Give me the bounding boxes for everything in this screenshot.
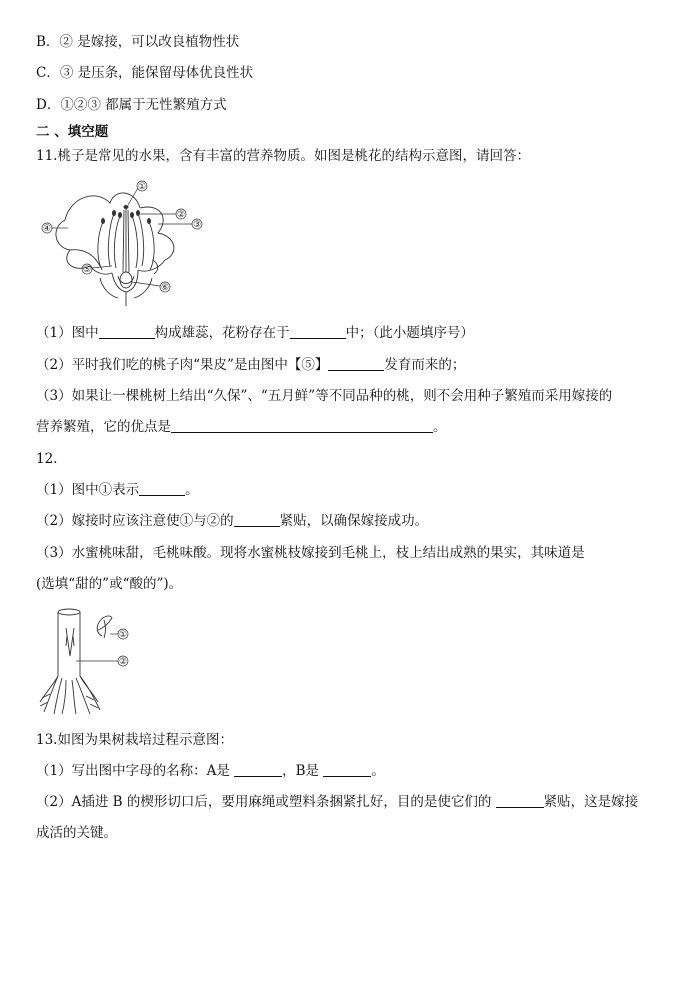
q12-part2-a: （2）嫁接时应该注意使①与②的 — [36, 513, 234, 529]
q11-part2-a: （2）平时我们吃的桃子肉“果皮”是由图中【⑤】 — [36, 357, 329, 373]
q11-blank-4[interactable] — [171, 418, 433, 433]
q12-part1 — [36, 480, 199, 500]
flower-label-2: ② — [176, 210, 186, 220]
flower-label-4: ④ — [42, 224, 52, 234]
q12-part2-b: 紧贴，以确保嫁接成功。 — [279, 513, 429, 529]
q11-part3-line2 — [36, 417, 447, 437]
flower-label-1: ① — [137, 182, 147, 192]
q11-part1 — [36, 323, 474, 343]
grafting-figure — [36, 606, 146, 716]
q12-blank-1[interactable] — [139, 481, 185, 496]
q13-part2-line2: 成活的关键。 — [36, 825, 117, 841]
q13-part1-c: 。 — [371, 763, 385, 779]
flower-label-5: ⑤ — [82, 265, 92, 275]
option-d: D．①②③ 都属于无性繁殖方式 — [36, 97, 227, 113]
q11-part1-b: 构成雄蕊，花粉存在于 — [154, 325, 290, 341]
q12-part3-line2: (选填“甜的”或“酸的”)。 — [36, 576, 183, 592]
q12-part1-b: 。 — [185, 482, 199, 498]
q13-part2-b: 紧贴，这是嫁接 — [543, 794, 639, 810]
q13-blank-2[interactable] — [323, 762, 371, 777]
q12-part3-line1: （3）水蜜桃味甜，毛桃味酸。现将水蜜桃枝嫁接到毛桃上，枝上结出成熟的果实，其味道是 — [36, 545, 585, 561]
q13-part2-a: （2）A插进 B 的楔形切口后，要用麻绳或塑料条捆紧扎好，目的是使它们的 — [36, 794, 492, 810]
q11-part3-line1: （3）如果让一棵桃树上结出“久保”、“五月鲜”等不同品种的桃，则不会用种子繁殖而采用嫁接的 — [36, 388, 613, 404]
q11-stem: 11.桃子是常见的水果，含有丰富的营养物质。如图是桃花的结构示意图，请回答： — [36, 148, 530, 164]
graft-label-2: ② — [118, 657, 128, 667]
q12-blank-2[interactable] — [234, 512, 280, 527]
q11-blank-2[interactable] — [290, 324, 346, 339]
q12-number: 12. — [36, 451, 58, 467]
q11-part1-a: （1）图中 — [36, 325, 99, 341]
q13-part1-b: ，B是 — [282, 763, 320, 779]
q13-blank-1[interactable] — [234, 762, 282, 777]
q11-part2-b: 发育而来的； — [384, 357, 466, 373]
q11-part3-a: 营养繁殖，它的优点是 — [36, 419, 171, 435]
flower-label-6: ⑥ — [160, 283, 170, 293]
q12-part1-a: （1）图中①表示 — [36, 482, 140, 498]
q13-part2 — [36, 792, 638, 812]
q11-blank-3[interactable] — [328, 356, 384, 371]
peach-flower-figure — [40, 178, 210, 308]
flower-label-3: ③ — [192, 220, 202, 230]
q11-part2 — [36, 355, 465, 375]
q13-blank-3[interactable] — [496, 793, 544, 808]
graft-label-1: ① — [118, 630, 128, 640]
q11-part3-b: 。 — [433, 419, 447, 435]
q13-part1-a: （1）写出图中字母的名称：A是 — [36, 763, 230, 779]
q13-stem: 13.如图为果树栽培过程示意图： — [36, 732, 233, 748]
option-c: C．③ 是压条，能保留母体优良性状 — [36, 65, 254, 81]
q12-part2 — [36, 511, 428, 531]
option-b: B．② 是嫁接，可以改良植物性状 — [36, 34, 240, 50]
q11-blank-1[interactable] — [99, 324, 155, 339]
q11-part1-c: 中；（此小题填序号） — [345, 325, 474, 341]
section-title: 二 、填空题 — [36, 124, 109, 140]
q13-part1 — [36, 761, 385, 781]
